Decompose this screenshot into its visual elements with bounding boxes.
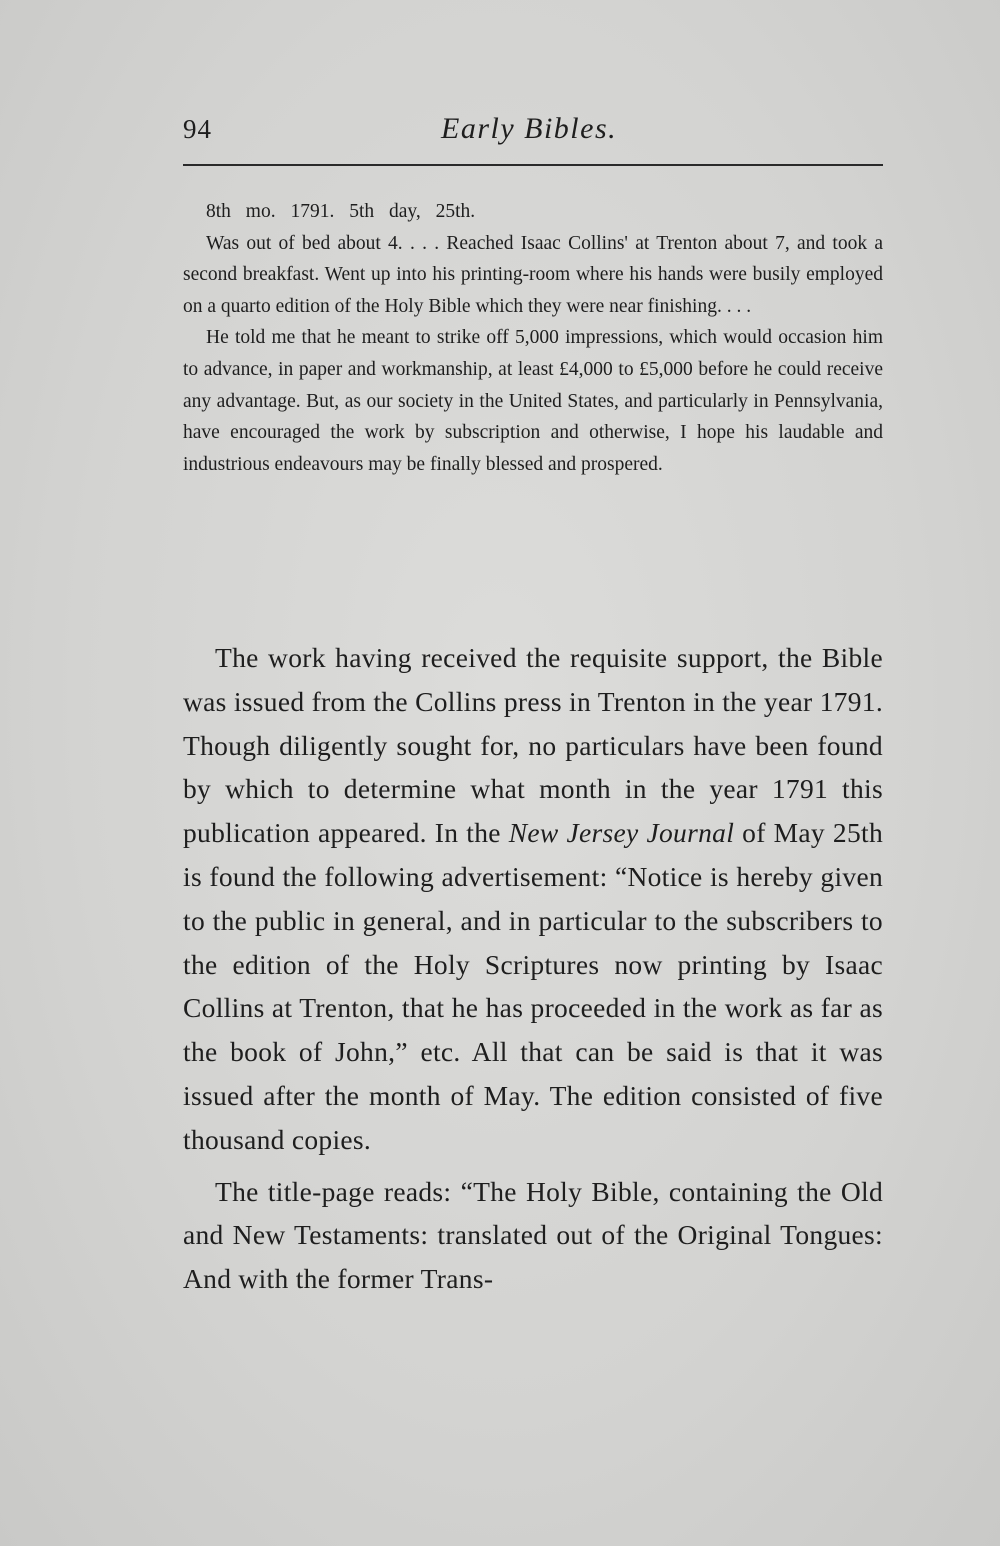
body-paragraph: The title-page reads: “The Holy Bible, containing the Old and New Testaments: translated out of the Original Tongues: And with the former Trans-: [183, 1175, 883, 1295]
journal-quotation: [183, 196, 883, 480]
main-text: [183, 636, 883, 1301]
quote-paragraph: Was out of bed about 4. . . . Reached Isaac Collins' at Trenton about 7, and took a second breakfast. Went up into his printing-room where his hands were busily employed on a quarto edition of the Holy Bible which they were near finishing. . . .: [183, 232, 883, 317]
page-header: [183, 108, 883, 152]
body-text-run: The work having received the requisite support, the Bible was issued from the Collins press in Trenton in the year 1791. Though diligently sought for, no particulars have been found by which to determine what month in the year 1791 this publication appeared. In the: [183, 642, 883, 849]
page-number: 94: [183, 114, 212, 144]
body-text-run: of May 25th is found the following advertisement: “Notice is hereby given to the public in general, and in particular to the subscribers to the edition of the Holy Scriptures now printing by Isaac Collins at Trenton, that he has proceeded in the work as far as the book of John,” etc. All that can be said is that it was issued after the month of May. The edition consisted of five thousand copies.: [183, 817, 883, 1155]
body-paragraph: [183, 636, 883, 1162]
header-rule: [183, 164, 883, 166]
quote-date-line: 8th mo. 1791. 5th day, 25th.: [206, 201, 476, 222]
quote-paragraph: He told me that he meant to strike off 5,000 impressions, which would occasion him to advance, in paper and workmanship, at least £4,000 to £5,000 before he could receive any advantage. But, as our society in the United States, and particularly in Pennsylvania, have encouraged the work by subscription and otherwise, I hope his laudable and industrious endeavours may be finally blessed and prospered.: [183, 327, 883, 475]
newspaper-title: New Jersey Journal: [508, 817, 735, 849]
running-head: Early Bibles.: [441, 112, 618, 145]
